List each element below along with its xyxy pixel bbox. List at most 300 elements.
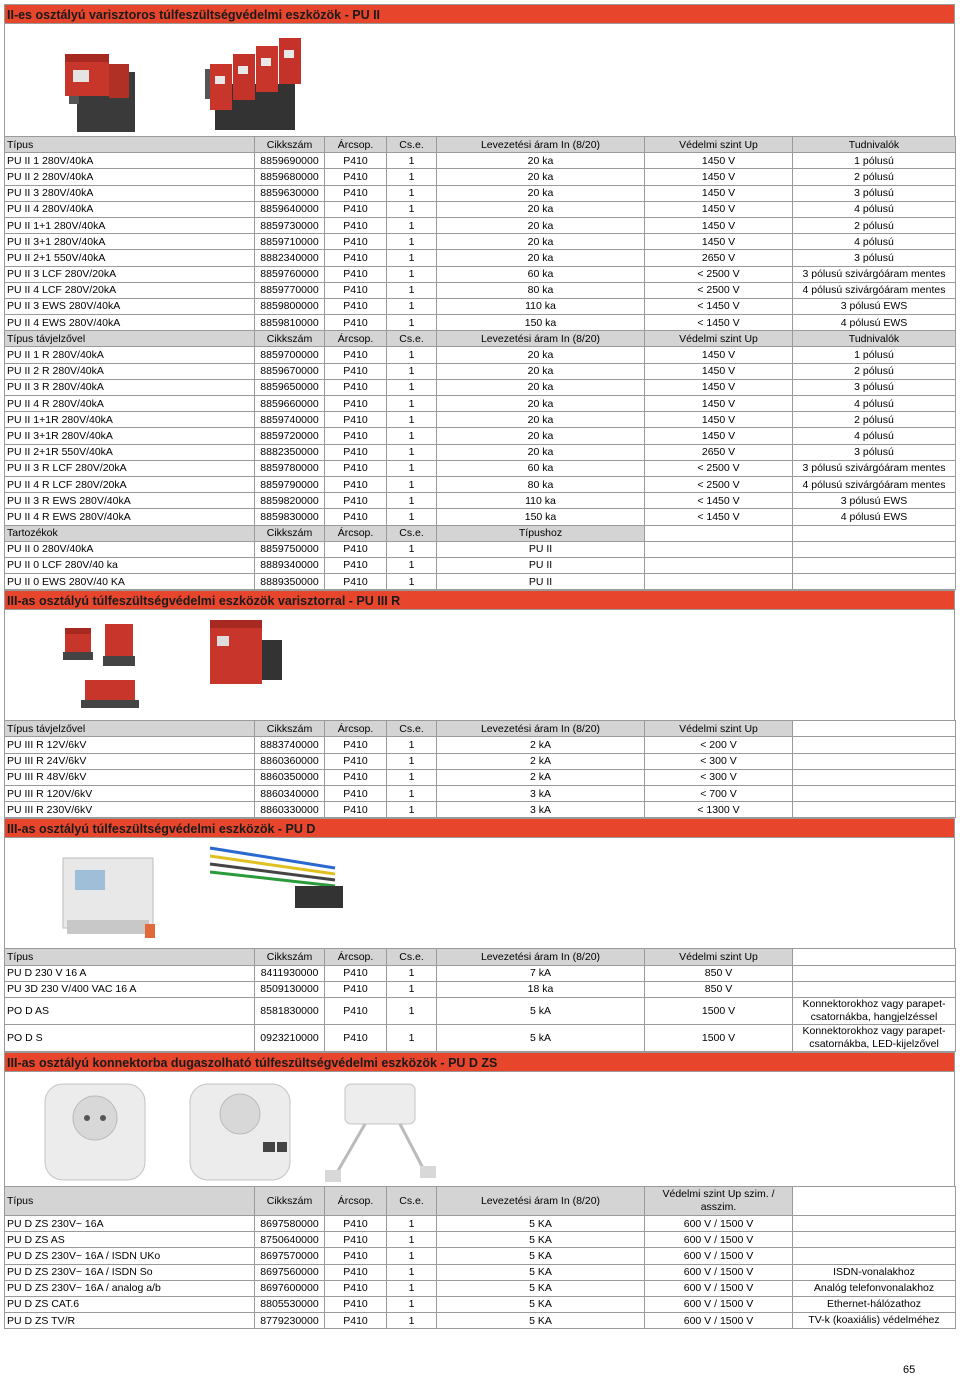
table-cell: < 2500 V xyxy=(645,266,793,282)
table-cell: P410 xyxy=(325,315,387,331)
table-cell: < 200 V xyxy=(645,737,793,753)
table-cell: 20 ka xyxy=(437,185,645,201)
table-row xyxy=(5,153,956,169)
table-row xyxy=(5,997,956,1024)
table-cell: 1450 V xyxy=(645,396,793,412)
table-cell: P410 xyxy=(325,153,387,169)
table-cell: P410 xyxy=(325,997,387,1024)
empty-cell xyxy=(793,721,956,737)
table-cell: PU D ZS 230V~ 16A / analog a/b xyxy=(5,1280,255,1296)
table-cell: 5 KA xyxy=(437,1264,645,1280)
table-row xyxy=(5,412,956,428)
table-cell: P410 xyxy=(325,444,387,460)
column-header: Típus távjelzővel xyxy=(5,721,255,737)
section4-image-area xyxy=(4,1072,955,1186)
table-cell: 5 kA xyxy=(437,1024,645,1051)
pud-cable-device-image xyxy=(210,848,343,908)
table-cell: 1 xyxy=(387,981,437,997)
column-header: Levezetési áram In (8/20) xyxy=(437,331,645,347)
table-cell: PU II 0 280V/40kA xyxy=(5,541,255,557)
table-cell: < 300 V xyxy=(645,753,793,769)
table-cell: 5 KA xyxy=(437,1296,645,1312)
table-cell: P410 xyxy=(325,185,387,201)
pud-din-rail-device-image xyxy=(63,858,155,938)
column-header: Tudnivalók xyxy=(793,331,956,347)
table-cell: PU D ZS 230V~ 16A xyxy=(5,1215,255,1231)
table-cell: PU II 4 R EWS 280V/40kA xyxy=(5,509,255,525)
table-cell: 20 ka xyxy=(437,201,645,217)
table-cell: PU II 4 R 280V/40kA xyxy=(5,396,255,412)
column-header: Cikkszám xyxy=(255,137,325,153)
table-cell: 1 xyxy=(387,396,437,412)
table-cell: 8581830000 xyxy=(255,997,325,1024)
table-cell: 8697600000 xyxy=(255,1280,325,1296)
table-cell: 1 xyxy=(387,1232,437,1248)
table-cell: 110 ka xyxy=(437,298,645,314)
table-cell: 60 ka xyxy=(437,266,645,282)
table-cell: 2650 V xyxy=(645,250,793,266)
table-row xyxy=(5,541,956,557)
table-header-row xyxy=(5,331,956,347)
table-cell: PU II 3 EWS 280V/40kA xyxy=(5,298,255,314)
table-cell: P410 xyxy=(325,476,387,492)
table-cell: < 700 V xyxy=(645,786,793,802)
table-cell: PU II 3 LCF 280V/20kA xyxy=(5,266,255,282)
section3-table xyxy=(4,948,956,1052)
table-cell: 1 xyxy=(387,169,437,185)
table-cell: 1450 V xyxy=(645,347,793,363)
table-row xyxy=(5,1215,956,1231)
table-header-row xyxy=(5,949,956,965)
table-cell: 1 xyxy=(387,315,437,331)
table-cell: PU II 4 LCF 280V/20kA xyxy=(5,282,255,298)
table-row xyxy=(5,169,956,185)
table-cell: 600 V / 1500 V xyxy=(645,1248,793,1264)
table-cell: 1 xyxy=(387,412,437,428)
table-cell: 0923210000 xyxy=(255,1024,325,1051)
column-header: Cs.e. xyxy=(387,331,437,347)
table-cell: < 300 V xyxy=(645,769,793,785)
table-cell: 80 ka xyxy=(437,476,645,492)
table-row xyxy=(5,460,956,476)
table-cell: 2 pólusú xyxy=(793,412,956,428)
table-cell: 150 ka xyxy=(437,509,645,525)
table-cell: P410 xyxy=(325,379,387,395)
table-cell: 2 kA xyxy=(437,753,645,769)
table-cell: 8411930000 xyxy=(255,965,325,981)
column-header: Cs.e. xyxy=(387,137,437,153)
table-cell: 2 pólusú xyxy=(793,217,956,233)
table-cell: 8860330000 xyxy=(255,802,325,818)
table-row xyxy=(5,1296,956,1312)
table-cell: P410 xyxy=(325,1280,387,1296)
table-cell: 8882340000 xyxy=(255,250,325,266)
column-header: Cikkszám xyxy=(255,1186,325,1215)
table-cell: 7 kA xyxy=(437,965,645,981)
table-row xyxy=(5,379,956,395)
empty-cell xyxy=(645,557,793,573)
table-cell: PU II 3 280V/40kA xyxy=(5,185,255,201)
column-header: Levezetési áram In (8/20) xyxy=(437,721,645,737)
column-header: Levezetési áram In (8/20) xyxy=(437,1186,645,1215)
section2-image-area xyxy=(4,610,955,720)
table-cell: 20 ka xyxy=(437,250,645,266)
table-cell: 5 KA xyxy=(437,1215,645,1231)
table-cell: 8859690000 xyxy=(255,153,325,169)
table-cell: 110 ka xyxy=(437,493,645,509)
table-cell: 1 xyxy=(387,282,437,298)
table-cell: PU II 2 280V/40kA xyxy=(5,169,255,185)
table-cell: PO D AS xyxy=(5,997,255,1024)
table-cell: 8859810000 xyxy=(255,315,325,331)
table-cell: < 2500 V xyxy=(645,476,793,492)
table-cell: 8859680000 xyxy=(255,169,325,185)
table-cell: P410 xyxy=(325,1313,387,1329)
empty-cell xyxy=(793,753,956,769)
table-row xyxy=(5,1264,956,1280)
table-cell: 1 xyxy=(387,153,437,169)
table-cell: 8860340000 xyxy=(255,786,325,802)
table-cell: 2 pólusú xyxy=(793,169,956,185)
column-header: Árcsop. xyxy=(325,1186,387,1215)
table-cell: PU II 1 280V/40kA xyxy=(5,153,255,169)
column-header: Cs.e. xyxy=(387,949,437,965)
table-cell: PU II 2 R 280V/40kA xyxy=(5,363,255,379)
section1-image-area xyxy=(4,24,955,136)
table-row xyxy=(5,315,956,331)
table-row xyxy=(5,1248,956,1264)
table-cell: PU 3D 230 V/400 VAC 16 A xyxy=(5,981,255,997)
table-cell: 1 xyxy=(387,541,437,557)
table-cell: < 2500 V xyxy=(645,460,793,476)
table-cell: 2 kA xyxy=(437,769,645,785)
table-row xyxy=(5,428,956,444)
table-cell: P410 xyxy=(325,1024,387,1051)
table-cell: 1 xyxy=(387,476,437,492)
column-header: Típus távjelzővel xyxy=(5,331,255,347)
table-cell: PU II 1 R 280V/40kA xyxy=(5,347,255,363)
table-row xyxy=(5,298,956,314)
table-cell: 5 KA xyxy=(437,1313,645,1329)
table-row xyxy=(5,1024,956,1051)
table-cell: 1 xyxy=(387,1024,437,1051)
column-header: Védelmi szint Up xyxy=(645,137,793,153)
table-cell: Analóg telefonvonalakhoz xyxy=(793,1280,956,1296)
empty-cell xyxy=(793,786,956,802)
table-cell: P410 xyxy=(325,541,387,557)
column-header: Típushoz xyxy=(437,525,645,541)
table-cell: 3 kA xyxy=(437,802,645,818)
section1-title: II-es osztályú varisztoros túlfeszültségvédelmi eszközök - PU II xyxy=(4,4,955,24)
column-header: Árcsop. xyxy=(325,525,387,541)
table-cell: 1 xyxy=(387,379,437,395)
table-cell: 8860360000 xyxy=(255,753,325,769)
table-cell: ISDN-vonalakhoz xyxy=(793,1264,956,1280)
column-header: Típus xyxy=(5,949,255,965)
table-cell: 4 pólusú xyxy=(793,201,956,217)
empty-cell xyxy=(793,737,956,753)
table-cell: 20 ka xyxy=(437,428,645,444)
table-cell: PU III R 12V/6kV xyxy=(5,737,255,753)
table-cell: 1 xyxy=(387,298,437,314)
table-row xyxy=(5,476,956,492)
section3-title: III-as osztályú túlfeszültségvédelmi eszközök - PU D xyxy=(4,818,955,838)
table-cell: PU II xyxy=(437,541,645,557)
table-cell: 8859670000 xyxy=(255,363,325,379)
empty-cell xyxy=(645,525,793,541)
column-header: Árcsop. xyxy=(325,331,387,347)
table-cell: 8805530000 xyxy=(255,1296,325,1312)
table-cell: P410 xyxy=(325,201,387,217)
table-cell: P410 xyxy=(325,965,387,981)
table-cell: 2 pólusú xyxy=(793,363,956,379)
table-cell: P410 xyxy=(325,250,387,266)
table-cell: 8859660000 xyxy=(255,396,325,412)
table-cell: 8859710000 xyxy=(255,234,325,250)
table-cell: 4 pólusú szivárgóáram mentes xyxy=(793,282,956,298)
table-row xyxy=(5,201,956,217)
column-header: Védelmi szint Up xyxy=(645,949,793,965)
table-cell: P410 xyxy=(325,234,387,250)
table-cell: 1 xyxy=(387,737,437,753)
table-row xyxy=(5,557,956,573)
column-header: Tartozékok xyxy=(5,525,255,541)
table-row xyxy=(5,363,956,379)
table-cell: P410 xyxy=(325,169,387,185)
table-cell: 1 xyxy=(387,509,437,525)
table-cell: Konnektorokhoz vagy parapet-csatornákba, hangjelzéssel xyxy=(793,997,956,1024)
pu2-four-module-image xyxy=(205,38,301,130)
table-row xyxy=(5,217,956,233)
page-number: 65 xyxy=(903,1364,916,1376)
pud-device-images xyxy=(5,838,405,948)
table-cell: P410 xyxy=(325,363,387,379)
table-cell: 1 xyxy=(387,444,437,460)
table-cell: P410 xyxy=(325,802,387,818)
section1-table xyxy=(4,136,956,590)
table-row xyxy=(5,509,956,525)
column-header: Cs.e. xyxy=(387,1186,437,1215)
table-cell: 1 xyxy=(387,201,437,217)
table-cell: P410 xyxy=(325,347,387,363)
table-cell: 3 pólusú EWS xyxy=(793,298,956,314)
table-cell: < 1300 V xyxy=(645,802,793,818)
table-cell: < 1450 V xyxy=(645,493,793,509)
empty-cell xyxy=(793,1186,956,1215)
section2-table xyxy=(4,720,956,818)
table-cell: 1 xyxy=(387,234,437,250)
empty-cell xyxy=(793,949,956,965)
table-cell: 1 xyxy=(387,1313,437,1329)
table-cell: 4 pólusú szivárgóáram mentes xyxy=(793,476,956,492)
column-header: Cikkszám xyxy=(255,525,325,541)
table-cell: P410 xyxy=(325,412,387,428)
table-cell: 1 xyxy=(387,1248,437,1264)
table-cell: 1450 V xyxy=(645,217,793,233)
table-cell: 1500 V xyxy=(645,1024,793,1051)
table-cell: PU II 3 R 280V/40kA xyxy=(5,379,255,395)
column-header: Típus xyxy=(5,137,255,153)
column-header: Cs.e. xyxy=(387,525,437,541)
empty-cell xyxy=(793,525,956,541)
section3-image-area xyxy=(4,838,955,948)
table-cell: 1 xyxy=(387,802,437,818)
column-header: Védelmi szint Up xyxy=(645,331,793,347)
table-row xyxy=(5,802,956,818)
table-cell: PO D S xyxy=(5,1024,255,1051)
table-cell: PU D ZS AS xyxy=(5,1232,255,1248)
table-cell: 850 V xyxy=(645,981,793,997)
table-cell: 20 ka xyxy=(437,363,645,379)
table-cell: 8859640000 xyxy=(255,201,325,217)
column-header: Védelmi szint Up szim. / asszim. xyxy=(645,1186,793,1215)
table-cell: 8859770000 xyxy=(255,282,325,298)
table-cell: 4 pólusú xyxy=(793,234,956,250)
table-cell: 8859700000 xyxy=(255,347,325,363)
table-cell: 1 xyxy=(387,428,437,444)
table-cell: P410 xyxy=(325,396,387,412)
table-cell: 8509130000 xyxy=(255,981,325,997)
table-cell: 1450 V xyxy=(645,428,793,444)
table-cell: 3 pólusú xyxy=(793,250,956,266)
table-cell: PU II 1+1R 280V/40kA xyxy=(5,412,255,428)
column-header: Levezetési áram In (8/20) xyxy=(437,949,645,965)
catalog-sheet xyxy=(4,4,955,1329)
table-cell: PU II 2+1 550V/40kA xyxy=(5,250,255,266)
table-row xyxy=(5,981,956,997)
table-row xyxy=(5,234,956,250)
table-cell: 600 V / 1500 V xyxy=(645,1313,793,1329)
table-row xyxy=(5,574,956,590)
table-cell: 3 pólusú EWS xyxy=(793,493,956,509)
table-cell: P410 xyxy=(325,298,387,314)
pudzs-device-images xyxy=(5,1072,505,1186)
table-cell: P410 xyxy=(325,1296,387,1312)
table-cell: 1450 V xyxy=(645,234,793,250)
table-cell: 1 xyxy=(387,493,437,509)
table-cell: < 1450 V xyxy=(645,315,793,331)
table-cell: 1 pólusú xyxy=(793,347,956,363)
table-cell xyxy=(793,965,956,981)
table-cell: 1 xyxy=(387,753,437,769)
table-cell: < 2500 V xyxy=(645,282,793,298)
table-cell: 5 KA xyxy=(437,1280,645,1296)
table-cell: PU II 4 EWS 280V/40kA xyxy=(5,315,255,331)
table-cell: 8860350000 xyxy=(255,769,325,785)
table-row xyxy=(5,493,956,509)
column-header: Tudnivalók xyxy=(793,137,956,153)
table-cell: PU II xyxy=(437,574,645,590)
table-cell: P410 xyxy=(325,557,387,573)
table-cell: 8859740000 xyxy=(255,412,325,428)
table-cell: PU III R 120V/6kV xyxy=(5,786,255,802)
table-cell: 1 xyxy=(387,769,437,785)
table-cell: PU II 4 280V/40kA xyxy=(5,201,255,217)
table-cell: 2 kA xyxy=(437,737,645,753)
table-row xyxy=(5,250,956,266)
table-cell: 8859650000 xyxy=(255,379,325,395)
table-cell xyxy=(793,981,956,997)
table-cell: 8750640000 xyxy=(255,1232,325,1248)
table-cell: 1450 V xyxy=(645,412,793,428)
table-cell: 8859730000 xyxy=(255,217,325,233)
table-cell: Ethernet-hálózathoz xyxy=(793,1296,956,1312)
table-cell xyxy=(793,1232,956,1248)
table-cell: P410 xyxy=(325,753,387,769)
table-cell: 8859760000 xyxy=(255,266,325,282)
table-cell: 1 xyxy=(387,1215,437,1231)
column-header: Levezetési áram In (8/20) xyxy=(437,137,645,153)
table-cell: 4 pólusú xyxy=(793,428,956,444)
table-cell: < 1450 V xyxy=(645,298,793,314)
pudzs-plug-adapter-image-2 xyxy=(190,1084,290,1180)
table-cell: < 1450 V xyxy=(645,509,793,525)
table-cell: 1450 V xyxy=(645,201,793,217)
column-header: Cikkszám xyxy=(255,949,325,965)
table-row xyxy=(5,769,956,785)
table-cell: 20 ka xyxy=(437,444,645,460)
table-cell: 2650 V xyxy=(645,444,793,460)
table-cell: P410 xyxy=(325,428,387,444)
table-row xyxy=(5,347,956,363)
table-cell: PU II 3+1 280V/40kA xyxy=(5,234,255,250)
column-header: Védelmi szint Up xyxy=(645,721,793,737)
table-cell: P410 xyxy=(325,1264,387,1280)
table-cell: 8882350000 xyxy=(255,444,325,460)
table-cell: 600 V / 1500 V xyxy=(645,1264,793,1280)
table-row xyxy=(5,1313,956,1329)
table-cell: 3 pólusú xyxy=(793,185,956,201)
table-cell: TV-k (koaxiális) védelméhez xyxy=(793,1313,956,1329)
table-header-row xyxy=(5,137,956,153)
table-cell: 18 ka xyxy=(437,981,645,997)
table-cell: PU II 1+1 280V/40kA xyxy=(5,217,255,233)
pudzs-cat6-adapter-image xyxy=(325,1084,436,1182)
table-cell: 1 xyxy=(387,1280,437,1296)
table-cell: 8859800000 xyxy=(255,298,325,314)
table-cell: PU II 0 LCF 280V/40 ka xyxy=(5,557,255,573)
table-cell: 3 pólusú szivárgóáram mentes xyxy=(793,460,956,476)
empty-cell xyxy=(793,769,956,785)
table-cell: P410 xyxy=(325,509,387,525)
pu3r-large-module-image xyxy=(210,620,282,684)
table-cell: 8859720000 xyxy=(255,428,325,444)
table-cell: 600 V / 1500 V xyxy=(645,1296,793,1312)
table-cell: 1 xyxy=(387,185,437,201)
table-cell: 8859790000 xyxy=(255,476,325,492)
table-cell: 150 ka xyxy=(437,315,645,331)
table-cell: PU II 3 R LCF 280V/20kA xyxy=(5,460,255,476)
table-cell: P410 xyxy=(325,217,387,233)
table-cell: Konnektorokhoz vagy parapet-csatornákba, LED-kijelzővel xyxy=(793,1024,956,1051)
table-cell: 8697580000 xyxy=(255,1215,325,1231)
table-cell: 20 ka xyxy=(437,169,645,185)
table-cell: 20 ka xyxy=(437,234,645,250)
table-cell: 20 ka xyxy=(437,153,645,169)
table-cell: 8859780000 xyxy=(255,460,325,476)
empty-cell xyxy=(793,557,956,573)
section4-table xyxy=(4,1186,956,1329)
column-header: Cs.e. xyxy=(387,721,437,737)
table-cell: PU II 3+1R 280V/40kA xyxy=(5,428,255,444)
table-cell: P410 xyxy=(325,1232,387,1248)
table-cell: 1450 V xyxy=(645,379,793,395)
table-cell: 1450 V xyxy=(645,363,793,379)
table-cell: P410 xyxy=(325,769,387,785)
table-cell: 8889340000 xyxy=(255,557,325,573)
table-cell: PU II 3 R EWS 280V/40kA xyxy=(5,493,255,509)
table-cell: 20 ka xyxy=(437,379,645,395)
